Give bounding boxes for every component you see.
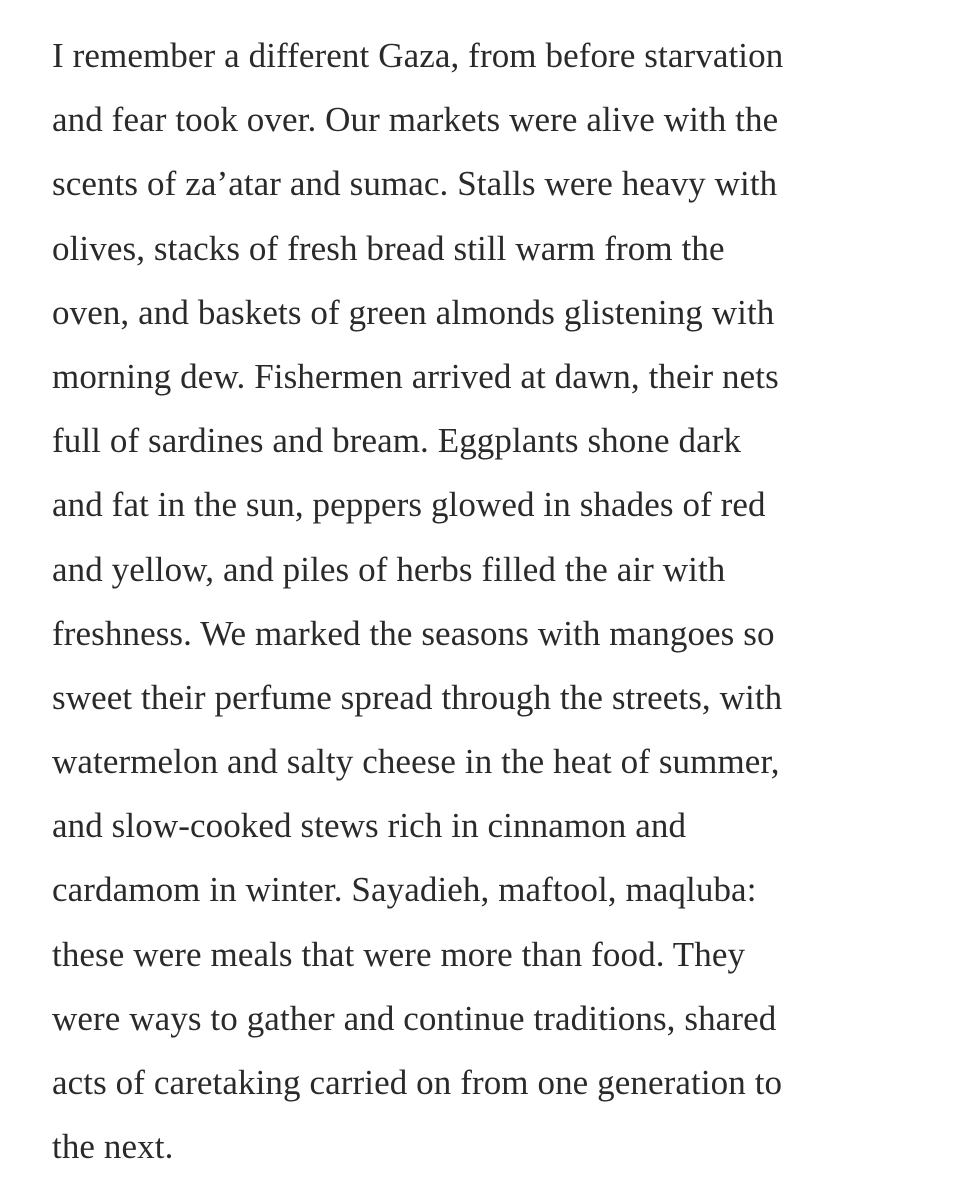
- paragraph-line: the next.: [52, 1127, 174, 1167]
- paragraph-line: freshness. We marked the seasons with mangoes so: [52, 613, 775, 653]
- paragraph-line: and fear took over. Our markets were alive with the: [52, 100, 779, 140]
- paragraph-line: oven, and baskets of green almonds glistening with: [52, 292, 775, 332]
- paragraph-line: were ways to gather and continue traditions, shared: [52, 998, 777, 1038]
- paragraph-line: scents of za’atar and sumac. Stalls were heavy with: [52, 164, 778, 204]
- paragraph-line: full of sardines and bream. Eggplants shone dark: [52, 421, 742, 461]
- paragraph-line: I remember a different Gaza, from before starvation: [52, 36, 784, 75]
- paragraph-line: acts of caretaking carried on from one generation to: [52, 1063, 783, 1102]
- paragraph-line: cardamom in winter. Sayadieh, maftool, maqluba:: [52, 870, 757, 910]
- body-paragraph: [52, 31, 952, 1186]
- paragraph-line: and fat in the sun, peppers glowed in shades of red: [52, 485, 766, 525]
- paragraph-line: and yellow, and piles of herbs filled the air with: [52, 549, 726, 589]
- paragraph-line: and slow-cooked stews rich in cinnamon and: [52, 806, 687, 846]
- paragraph-line: morning dew. Fishermen arrived at dawn, their nets: [52, 356, 779, 396]
- paragraph-line: these were meals that were more than food. They: [52, 934, 746, 974]
- paragraph-line: watermelon and salty cheese in the heat of summer,: [52, 742, 780, 782]
- paragraph-line: sweet their perfume spread through the streets, with: [52, 677, 783, 717]
- paragraph-line: olives, stacks of fresh bread still warm from the: [52, 228, 725, 268]
